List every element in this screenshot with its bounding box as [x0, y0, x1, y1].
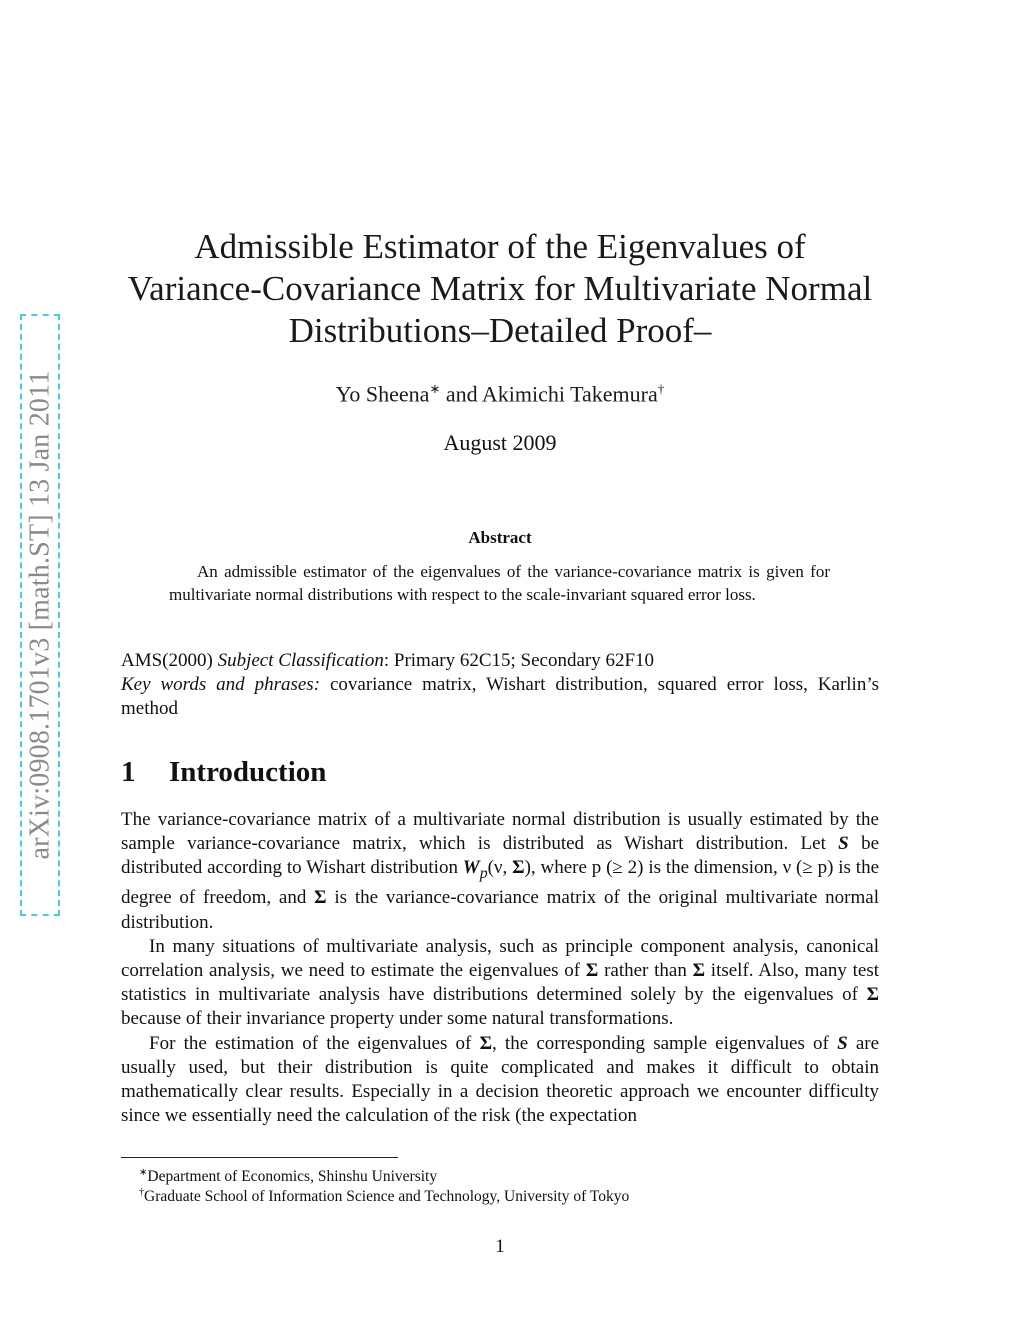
math-symbol: Σ: [479, 1032, 492, 1054]
text-run: be distributed according to Wishart distribution: [121, 833, 879, 879]
author-list: [100, 381, 900, 407]
text-run: ), where: [524, 857, 592, 879]
math-subscript: p: [479, 865, 488, 883]
footnote-text: Graduate School of Information Science and Technology, University of Tokyo: [144, 1188, 630, 1206]
text-run: (ν,: [487, 857, 513, 879]
arxiv-identifier[interactable]: arXiv:0908.1701v3 [math.ST] 13 Jan 2011: [24, 370, 55, 860]
math-symbol: Σ: [866, 984, 879, 1006]
arxiv-stamp: [20, 314, 60, 916]
author-name: Yo Sheena: [335, 381, 430, 407]
math-symbol: Σ: [692, 960, 706, 982]
text-run: itself. Also, many test statistics in multivariate analysis have distributions determined solely by the eigenvalues of: [121, 960, 879, 1006]
footnote-mark[interactable]: ∗: [429, 381, 441, 396]
text-run: The variance-covariance matrix of a multivariate normal distribution is usually estimated by the sample variance-covariance matrix, which is distributed as Wishart distribution. Let: [121, 809, 879, 855]
footnote-mark: †: [139, 1187, 144, 1198]
footnote-text: Department of Economics, Shinshu University: [147, 1168, 438, 1186]
classification-label: Subject Classification: [217, 650, 384, 671]
text-run: is the variance-covariance matrix of the original multivariate normal distribution.: [121, 887, 880, 933]
footnote: [139, 1183, 879, 1207]
page-number: 1: [495, 1236, 505, 1257]
math-symbol: S: [838, 833, 849, 855]
title-line-1: Admissible Estimator of the Eigenvalues of: [194, 227, 806, 266]
footnote-mark[interactable]: †: [657, 381, 665, 396]
math-symbol: W: [462, 857, 480, 879]
abstract-text: An admissible estimator of the eigenvalues of the variance-covariance matrix is given for multivariate normal distributions with respect to the scale-invariant squared error loss.: [169, 562, 830, 604]
paragraph: [121, 935, 879, 1032]
text-run: are usually used, but their distribution is quite complicated and makes it difficult to obtain mathematically clear results. Especially in a decision theoretic approach we encounter difficulty since we essentially need the calculation of the risk (the expectation: [121, 1032, 880, 1127]
math-symbol: S: [837, 1032, 848, 1054]
classification-value: : Primary 62C15; Secondary 62F10: [383, 650, 655, 671]
abstract-heading: Abstract: [468, 528, 532, 547]
text-run: , the corresponding sample eigenvalues of: [492, 1032, 838, 1054]
math-symbol: Σ: [512, 857, 525, 879]
publication-date: August 2009: [443, 430, 557, 455]
text-run: In many situations of multivariate analysis, such as principle component analysis, canonical correlation analysis, we need to estimate the eigenvalues of: [121, 935, 879, 982]
paragraph: [121, 808, 879, 935]
keywords-label: Key words and phrases:: [121, 674, 321, 695]
text-run: For the estimation of the eigenvalues of: [149, 1032, 480, 1054]
math-symbol: Σ: [585, 960, 599, 982]
footnote-divider: [121, 1157, 398, 1158]
math-symbol: Σ: [314, 887, 327, 909]
paragraph: [121, 1032, 879, 1129]
subject-classification: [121, 649, 879, 673]
keywords: [121, 673, 879, 721]
author-connector: and: [440, 381, 482, 407]
section-number: 1: [121, 756, 136, 788]
section-body: [121, 808, 879, 1128]
footnote-mark: ∗: [139, 1167, 148, 1178]
text-run: p (≥ 2) is the dimension, ν (≥ p) is the degree of freedom, and: [121, 857, 879, 909]
author-name: Akimichi Takemura: [481, 381, 658, 407]
text-run: rather than: [598, 960, 693, 982]
paper-title: [90, 226, 910, 352]
keywords-value: covariance matrix, Wishart distribution, squared error loss, Karlin’s method: [121, 674, 879, 719]
section-title: Introduction: [169, 756, 327, 788]
title-line-3: Distributions–Detailed Proof–: [288, 311, 712, 350]
title-line-2: Variance-Covariance Matrix for Multivariate Normal: [127, 269, 873, 308]
classification-prefix: AMS(2000): [121, 650, 218, 671]
text-run: because of their invariance property under some natural transformations.: [121, 1008, 674, 1030]
section-heading: [121, 756, 326, 789]
